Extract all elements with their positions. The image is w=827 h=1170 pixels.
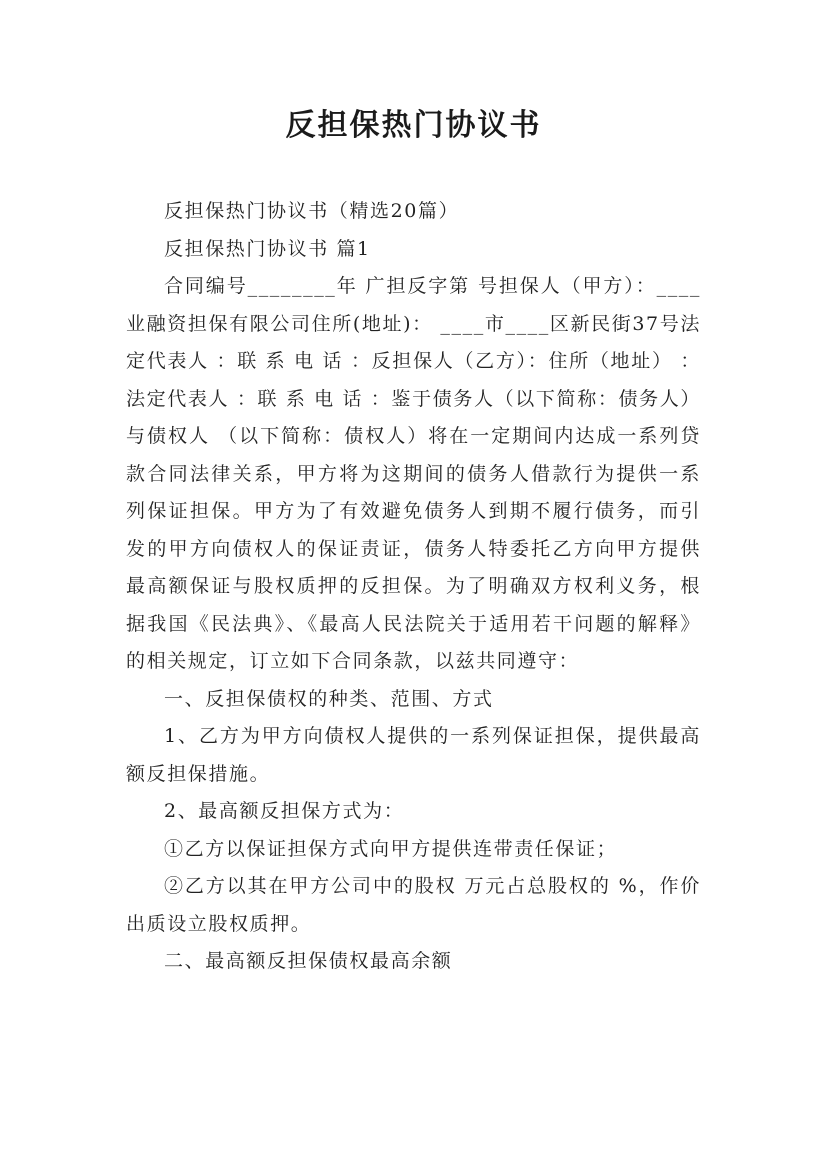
- paragraph-clause-1-2-a: ①乙方以保证担保方式向甲方提供连带责任保证；: [164, 837, 618, 860]
- document-body: [126, 193, 701, 981]
- paragraph-contract-preamble: 合同编号________年 广担反字第 号担保人（甲方）：____业融资担保有限公司住所(地址)： ____市____区新民街37号法定代表人 ：联 系 电 话 ：反担保人（乙方）：住所（地址） ：法定代表人 ：联 系 电 话 ：鉴于债务人（以下简称：债务人）与债权人 （以下简称：债权人）将在一定期间内达成一系列贷款合同法律关系，甲方将为这期间的债务人借款行为提供一系列保证担保。甲方为了有效避免债务人到期不履行债务，而引发的甲方向债权人的保证责证，债务人特委托乙方向甲方提供最高额保证与股权质押的反担保。为了明确双方权利义务，根据我国《民法典》、《最高人民法院关于适用若干问题的解释》的相关规定，订立如下合同条款，以兹共同遵守：: [126, 275, 701, 672]
- paragraph-clause-2-heading: 二、最高额反担保债权最高余额: [164, 950, 453, 972]
- document-title: 反担保热门协议书: [285, 108, 542, 143]
- paragraph-subtitle: 反担保热门协议书（精选20篇）: [164, 200, 460, 222]
- paragraph-section-heading: 反担保热门协议书 篇1: [164, 237, 371, 260]
- paragraph-clause-1-1: 1、乙方为甲方向债权人提供的一系列保证担保，提供最高额反担保措施。: [126, 725, 701, 785]
- paragraph-clause-1-2: 2、最高额反担保方式为：: [164, 800, 405, 822]
- paragraph-clause-1-2-b: ②乙方以其在甲方公司中的股权 万元占总股权的 %，作价出质设立股权质押。: [126, 875, 701, 935]
- paragraph-clause-1-heading: 一、反担保债权的种类、范围、方式: [164, 687, 494, 710]
